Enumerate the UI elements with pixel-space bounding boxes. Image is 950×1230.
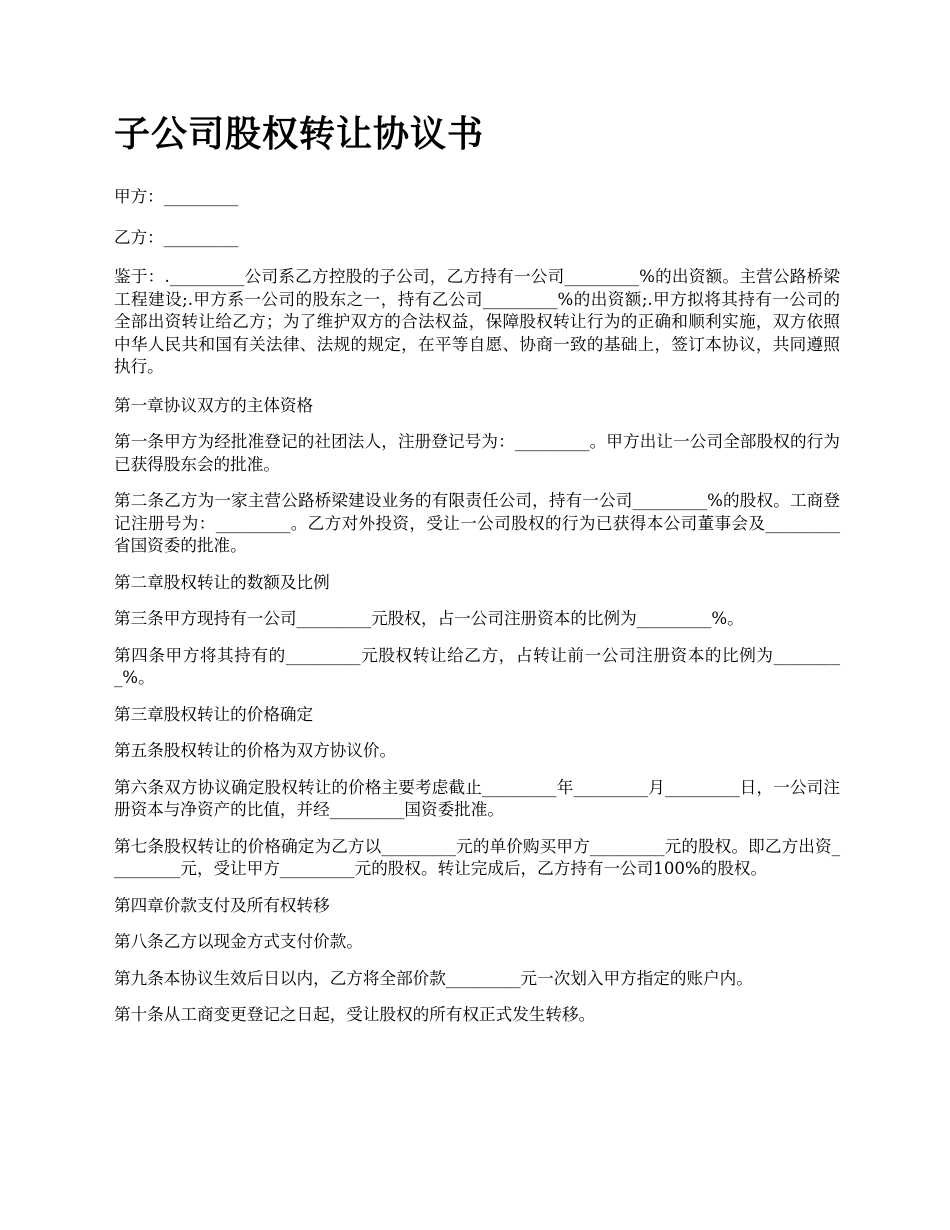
- article-7: 第七条股权转让的价格确定为乙方以_________元的单价购买甲方_________元的股权。即乙方出资_________元，受让甲方_________元的股权。转让完成后，乙方持有一公司100%的股权。: [114, 836, 840, 878]
- chapter-3-heading: 第三章股权转让的价格确定: [114, 704, 314, 724]
- article-10: 第十条从工商变更登记之日起，受让股权的所有权正式发生转移。: [114, 1005, 596, 1024]
- article-1: 第一条甲方为经批准登记的社团法人，注册登记号为：_________。甲方出让一公司全部股权的行为已获得股东会的批准。: [114, 432, 840, 474]
- party-b-line: 乙方：_________: [114, 227, 239, 247]
- chapter-2-heading: 第二章股权转让的数额及比例: [114, 572, 330, 592]
- party-a-line: 甲方：_________: [114, 187, 239, 206]
- document-title: 子公司股权转让协议书: [114, 114, 485, 155]
- preamble-paragraph: 鉴于：._________公司系乙方控股的子公司，乙方持有一公司_________%的出资额。主营公路桥梁工程建设;.甲方系一公司的股东之一，持有乙公司_________%的出资额;.甲方拟将其持有一公司的全部出资转让给乙方；为了维护双方的合法权益，保障股权转让行为的正确和顺利实施，双方依照中华人民共和国有关法律、法规的规定，在平等自愿、协商一致的基础上，签订本协议，共同遵照执行。: [114, 267, 840, 376]
- document-page: [114, 0, 840, 1027]
- article-5: 第五条股权转让的价格为双方协议价。: [114, 741, 397, 760]
- chapter-1-heading: 第一章协议双方的主体资格: [114, 395, 314, 415]
- article-6: 第六条双方协议确定股权转让的价格主要考虑截止_________年_________月_________日，一公司注册资本与净资产的比值，并经_________国资委批准。: [114, 777, 840, 819]
- article-9: 第九条本协议生效后日以内，乙方将全部价款_________元一次划入甲方指定的账户内。: [114, 968, 753, 988]
- article-4: 第四条甲方将其持有的_________元股权转让给乙方，占转让前一公司注册资本的比例为_________%。: [114, 645, 840, 687]
- article-2: 第二条乙方为一家主营公路桥梁建设业务的有限责任公司，持有一公司_________%的股权。工商登记注册号为：_________。乙方对外投资，受让一公司股权的行为已获得本公司董事会及_________省国资委的批准。: [114, 491, 840, 555]
- article-8: 第八条乙方以现金方式支付价款。: [114, 932, 363, 951]
- chapter-4-heading: 第四章价款支付及所有权转移: [114, 895, 330, 915]
- article-3: 第三条甲方现持有一公司_________元股权，占一公司注册资本的比例为_________%。: [114, 609, 744, 628]
